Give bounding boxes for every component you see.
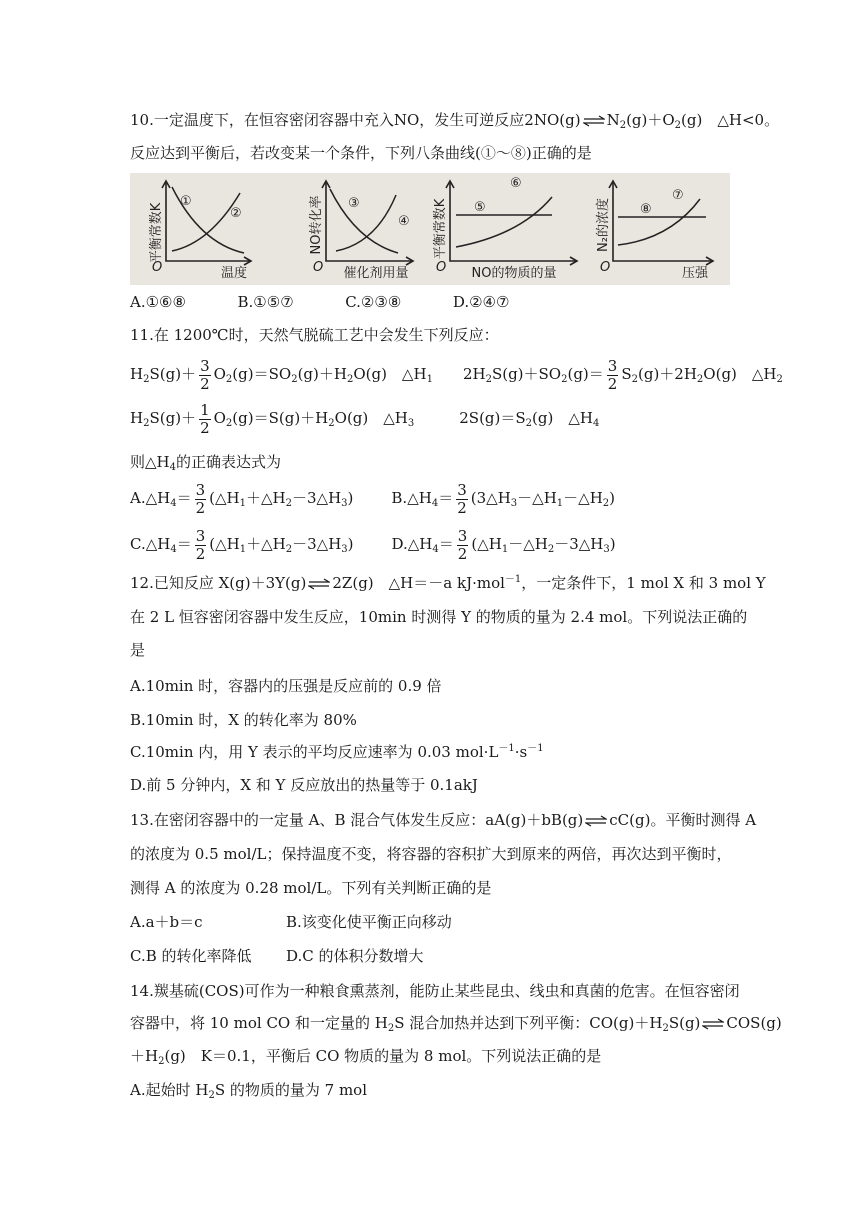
q12-line1: 12.已知反应 X(g)＋3Y(g) 2Z(g) △H＝－a kJ·mol$^{-1}$，一定条件下，1 mol X 和 3 mol Y bbox=[130, 574, 766, 592]
curve-label-4: ④ bbox=[398, 214, 410, 229]
curve-3 bbox=[330, 189, 398, 253]
curve-label-7: ⑦ bbox=[672, 188, 684, 203]
equilibrium-arrow-icon bbox=[585, 815, 607, 827]
graph1-origin: O bbox=[152, 260, 163, 275]
equilibrium-arrow-icon bbox=[308, 578, 330, 590]
q10-graph-panel bbox=[130, 173, 730, 285]
q12-line3: 是 bbox=[130, 641, 146, 659]
graph1-ylabel: 平衡常数K bbox=[149, 202, 164, 264]
q12-option-b[interactable]: B.10min 时，X 的转化率为 80% bbox=[130, 711, 357, 729]
q13-options-cd bbox=[130, 946, 424, 966]
q13-option-d[interactable]: D.C 的体积分数增大 bbox=[286, 947, 424, 965]
curve-label-5: ⑤ bbox=[474, 200, 486, 215]
graph3-xlabel: NO的物质的量 bbox=[471, 266, 557, 281]
q11-reaction-row2: $H_2S(g)+$ $\frac{1}{2}$ $O_2(g)=S(g)+H_2O(g)$ $\triangle H_3$ $2S(g)=S_2(g)$ $\triangle H_4$ bbox=[130, 400, 600, 437]
q10-option-b[interactable]: B.①⑤⑦ bbox=[237, 293, 294, 311]
graph4-xlabel: 压强 bbox=[681, 266, 709, 281]
graph1-xlabel: 温度 bbox=[220, 266, 248, 281]
q11-options-ab bbox=[130, 480, 615, 517]
q11-option-a[interactable]: $A.\triangle H_4=$ $\frac{3}{2}$ $(\triangle H_1+\triangle H_2-3\triangle H_3)$ bbox=[130, 480, 354, 517]
q14-line3: $+H_2(g)$ K＝0.1，平衡后 CO 物质的量为 8 mol。下列说法正确的是 bbox=[130, 1047, 602, 1067]
equilibrium-arrow-icon bbox=[702, 1018, 724, 1030]
curve-label-1: ① bbox=[180, 194, 192, 209]
graph2-xlabel: 催化剂用量 bbox=[343, 266, 409, 281]
q12-option-c[interactable]: C.10min 内，用 Y 表示的平均反应速率为 0.03 $mol\cdot L^{-1}\cdot s^{-1}$ bbox=[130, 743, 544, 761]
q13-line3: 测得 A 的浓度为 0.28 mol/L。下列有关判断正确的是 bbox=[130, 879, 492, 897]
q10-line2: 反应达到平衡后，若改变某一个条件，下列八条曲线(①～⑧)正确的是 bbox=[130, 144, 592, 162]
q11-reaction-row1: $H_2S(g)+$ $\frac{3}{2}$ $O_2(g)=SO_2(g)+H_2O(g)$ $\triangle H_1$ $2H_2S(g)+SO_2(g)=$ $\frac{3}{2}$ $S_2(g)+2H_2O(g)$ $\triangle H_2$ bbox=[130, 356, 783, 393]
graph4-origin: O bbox=[600, 260, 611, 275]
curve-label-3: ③ bbox=[348, 196, 360, 211]
curve-7 bbox=[618, 199, 700, 245]
graph3-ylabel: 平衡常数K bbox=[433, 198, 448, 260]
q12-line2: 在 2 L 恒容密闭容器中发生反应，10min 时测得 Y 的物质的量为 2.4 mol。下列说法正确的 bbox=[130, 608, 748, 626]
q14-line2: 容器中，将 10 mol CO 和一定量的 $H_2S$ 混合加热并达到下列平衡：$CO(g)+H_2S(g)$ COS(g) bbox=[130, 1014, 782, 1034]
q13-option-b[interactable]: B.该变化使平衡正向移动 bbox=[286, 913, 452, 931]
q10-line1: 10.一定温度下，在恒容密闭容器中充入NO，发生可逆反应2NO(g) $N_2(g)+O_2(g)$ △H<0。 bbox=[130, 111, 780, 131]
q11-intro: 11.在 1200℃时，天然气脱硫工艺中会发生下列反应： bbox=[130, 326, 499, 344]
curve-6 bbox=[456, 197, 552, 247]
graph2-origin: O bbox=[313, 260, 324, 275]
graph2-ylabel: NO转化率 bbox=[309, 195, 324, 255]
q12-option-d[interactable]: D.前 5 分钟内，X 和 Y 反应放出的热量等于 0.1akJ bbox=[130, 776, 478, 794]
q10-option-a[interactable]: A.①⑥⑧ bbox=[130, 293, 186, 311]
q10-option-c[interactable]: C.②③⑧ bbox=[345, 293, 402, 311]
q10-option-d[interactable]: D.②④⑦ bbox=[452, 293, 510, 311]
curve-label-2: ② bbox=[230, 206, 242, 221]
equilibrium-arrow-icon bbox=[583, 115, 605, 127]
q12-option-a[interactable]: A.10min 时，容器内的压强是反应前的 0.9 倍 bbox=[130, 677, 442, 695]
q11-ask: 则$\triangle H_4$的正确表达式为 bbox=[130, 453, 282, 473]
q13-line1: 13.在密闭容器中的一定量 A、B 混合气体发生反应：aA(g)＋bB(g) cC(g)。平衡时测得 A bbox=[130, 811, 757, 829]
q14-line1: 14.羰基硫(COS)可作为一种粮食熏蒸剂，能防止某些昆虫、线虫和真菌的危害。在恒容密闭 bbox=[130, 982, 740, 1000]
graph3-origin: O bbox=[436, 260, 447, 275]
q14-option-a[interactable]: A.起始时 $H_2S$ 的物质的量为 7 mol bbox=[130, 1081, 368, 1101]
q11-option-d[interactable]: $D.\triangle H_4=$ $\frac{3}{2}$ $(\triangle H_1-\triangle H_2-3\triangle H_3)$ bbox=[391, 526, 616, 563]
curve-label-8: ⑧ bbox=[640, 202, 652, 217]
q13-options-ab bbox=[130, 912, 452, 932]
graph4-ylabel: N₂的浓度 bbox=[596, 198, 611, 252]
curve-label-6: ⑥ bbox=[510, 176, 522, 191]
q11-options-cd bbox=[130, 526, 616, 563]
curve-4 bbox=[336, 195, 396, 251]
q13-option-c[interactable]: C.B 的转化率降低 bbox=[130, 947, 252, 965]
q13-line2: 的浓度为 0.5 mol/L；保持温度不变，将容器的容积扩大到原来的两倍，再次达到平衡时， bbox=[130, 845, 732, 863]
q11-option-b[interactable]: $B.\triangle H_4=$ $\frac{3}{2}$ $(3\triangle H_3-\triangle H_1-\triangle H_2)$ bbox=[391, 480, 616, 517]
q10-options bbox=[130, 292, 509, 312]
q13-option-a[interactable]: A.a＋b＝c bbox=[130, 913, 203, 931]
q11-option-c[interactable]: $C.\triangle H_4=$ $\frac{3}{2}$ $(\triangle H_1+\triangle H_2-3\triangle H_3)$ bbox=[130, 526, 354, 563]
